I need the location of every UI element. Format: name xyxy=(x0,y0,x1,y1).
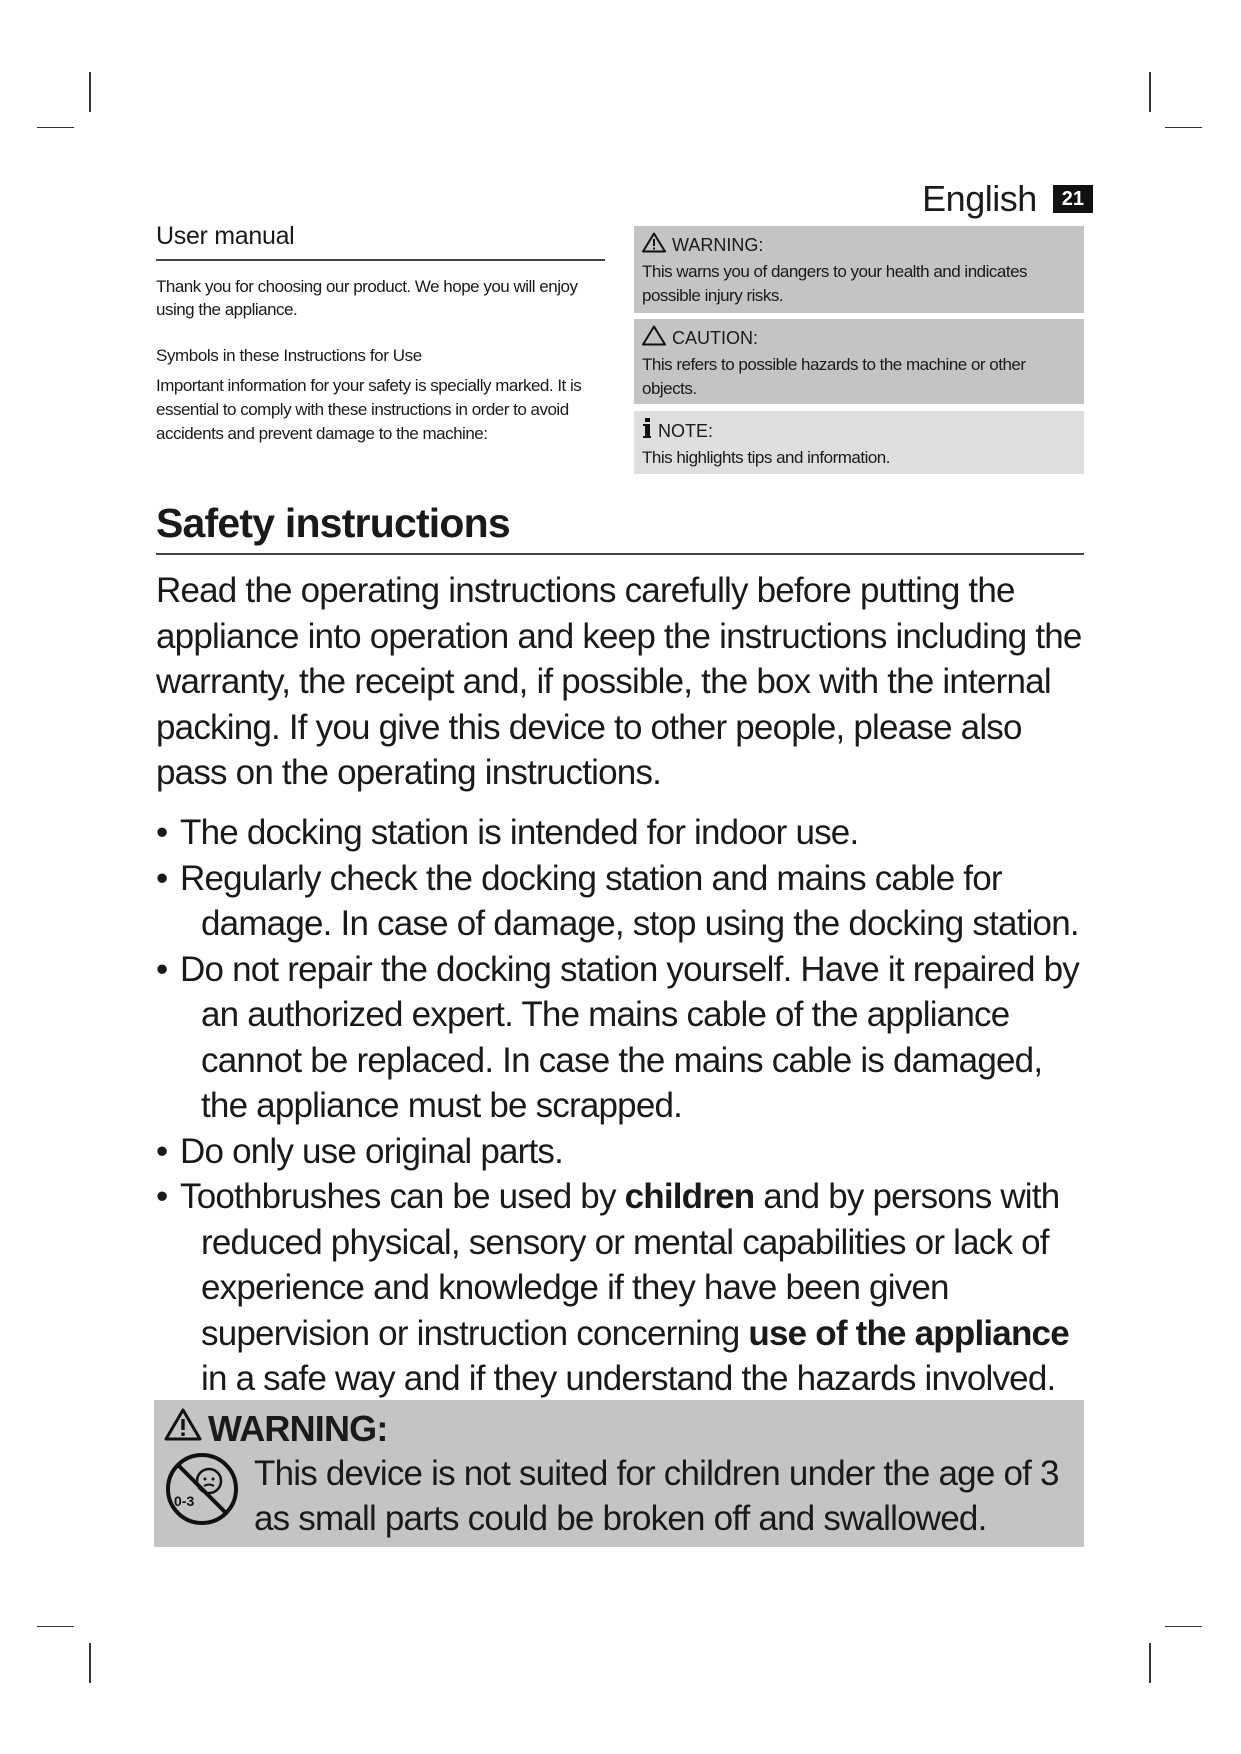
warning-triangle-icon xyxy=(642,232,666,258)
note-notice-box xyxy=(634,411,1084,474)
page-header xyxy=(922,178,1093,220)
warning-label: WARNING: xyxy=(672,235,764,255)
age-range-label: 0-3 xyxy=(174,1493,195,1509)
note-label: NOTE: xyxy=(658,420,714,441)
bullet-text-part: and by persons with reduced physical, sensory or mental capabilities or lack of experience and knowledge if they have been given supervision or instruction concerning xyxy=(201,1177,1060,1353)
list-item xyxy=(156,1174,1086,1402)
caution-text: This refers to possible hazards to the machine or other objects. xyxy=(642,355,1026,398)
caution-notice-box xyxy=(634,319,1084,404)
bullet-text: Regularly check the docking station and mains cable for damage. In case of damage, stop using the docking station. xyxy=(180,858,1079,943)
warning-text: This warns you of dangers to your health and indicates possible injury risks. xyxy=(642,262,1028,305)
language-label: English xyxy=(922,178,1037,219)
crop-mark xyxy=(1165,1626,1202,1627)
crop-mark xyxy=(37,1626,74,1627)
crop-mark xyxy=(89,1643,91,1683)
list-item xyxy=(156,810,1086,856)
info-icon xyxy=(642,417,652,444)
caution-triangle-icon xyxy=(642,325,666,351)
no-children-0-3-icon xyxy=(164,1451,240,1532)
bullet-text-part: in a safe way and if they understand the hazards involved. xyxy=(201,1359,1056,1398)
user-manual-section xyxy=(156,222,605,446)
bullet-text-part: Toothbrushes can be used by xyxy=(180,1177,625,1216)
user-manual-intro: Thank you for choosing our product. We hope you will enjoy using the appliance. xyxy=(156,277,578,319)
bullet-text: Do not repair the docking station yourself. Have it repaired by an authorized expert. The mains cable of the appliance cannot be replaced. In case the mains cable is damaged, the appliance must be scrapped. xyxy=(180,949,1079,1125)
safety-title: Safety instructions xyxy=(156,500,1084,555)
bullet-icon: • xyxy=(156,813,168,852)
list-item xyxy=(156,1129,1086,1175)
safety-intro: Read the operating instructions carefully before putting the appliance into operation and keep the instructions including the warranty, the receipt and, if possible, the box with the internal packing. If you give this device to other people, please also pass on the operating instructions. xyxy=(156,571,1082,792)
page-number: 21 xyxy=(1053,185,1093,213)
bullet-icon: • xyxy=(156,1131,168,1171)
child-warning-label: WARNING: xyxy=(208,1407,388,1449)
bullet-bold-text: use of the appliance xyxy=(748,1313,1069,1353)
crop-mark xyxy=(1165,127,1202,128)
bullet-icon: • xyxy=(156,949,168,989)
warning-notice-box xyxy=(634,226,1084,313)
symbols-title: Symbols in these Instructions for Use xyxy=(156,346,422,365)
note-text: This highlights tips and information. xyxy=(642,448,890,467)
bullet-text: Do only use original parts. xyxy=(180,1131,564,1171)
bullet-text: The docking station is intended for indoor use. xyxy=(180,813,859,852)
crop-mark xyxy=(37,127,74,128)
child-warning-box xyxy=(154,1400,1084,1547)
caution-label: CAUTION: xyxy=(672,328,759,348)
user-manual-title: User manual xyxy=(156,222,605,261)
crop-mark xyxy=(1149,1643,1151,1683)
bullet-icon: • xyxy=(156,1177,168,1216)
child-warning-text: This device is not suited for children under the age of 3 as small parts could be broken off and swallowed. xyxy=(254,1454,1059,1538)
safety-bullet-list xyxy=(156,810,1086,1402)
bullet-bold-text: children xyxy=(624,1177,755,1216)
crop-mark xyxy=(1149,72,1151,112)
warning-triangle-icon xyxy=(164,1408,202,1449)
list-item xyxy=(156,947,1086,1129)
bullet-icon: • xyxy=(156,858,168,898)
list-item xyxy=(156,856,1086,947)
symbols-text: Important information for your safety is specially marked. It is essential to comply with these instructions in order to avoid accidents and prevent damage to the machine: xyxy=(156,376,582,443)
crop-mark xyxy=(89,72,91,112)
